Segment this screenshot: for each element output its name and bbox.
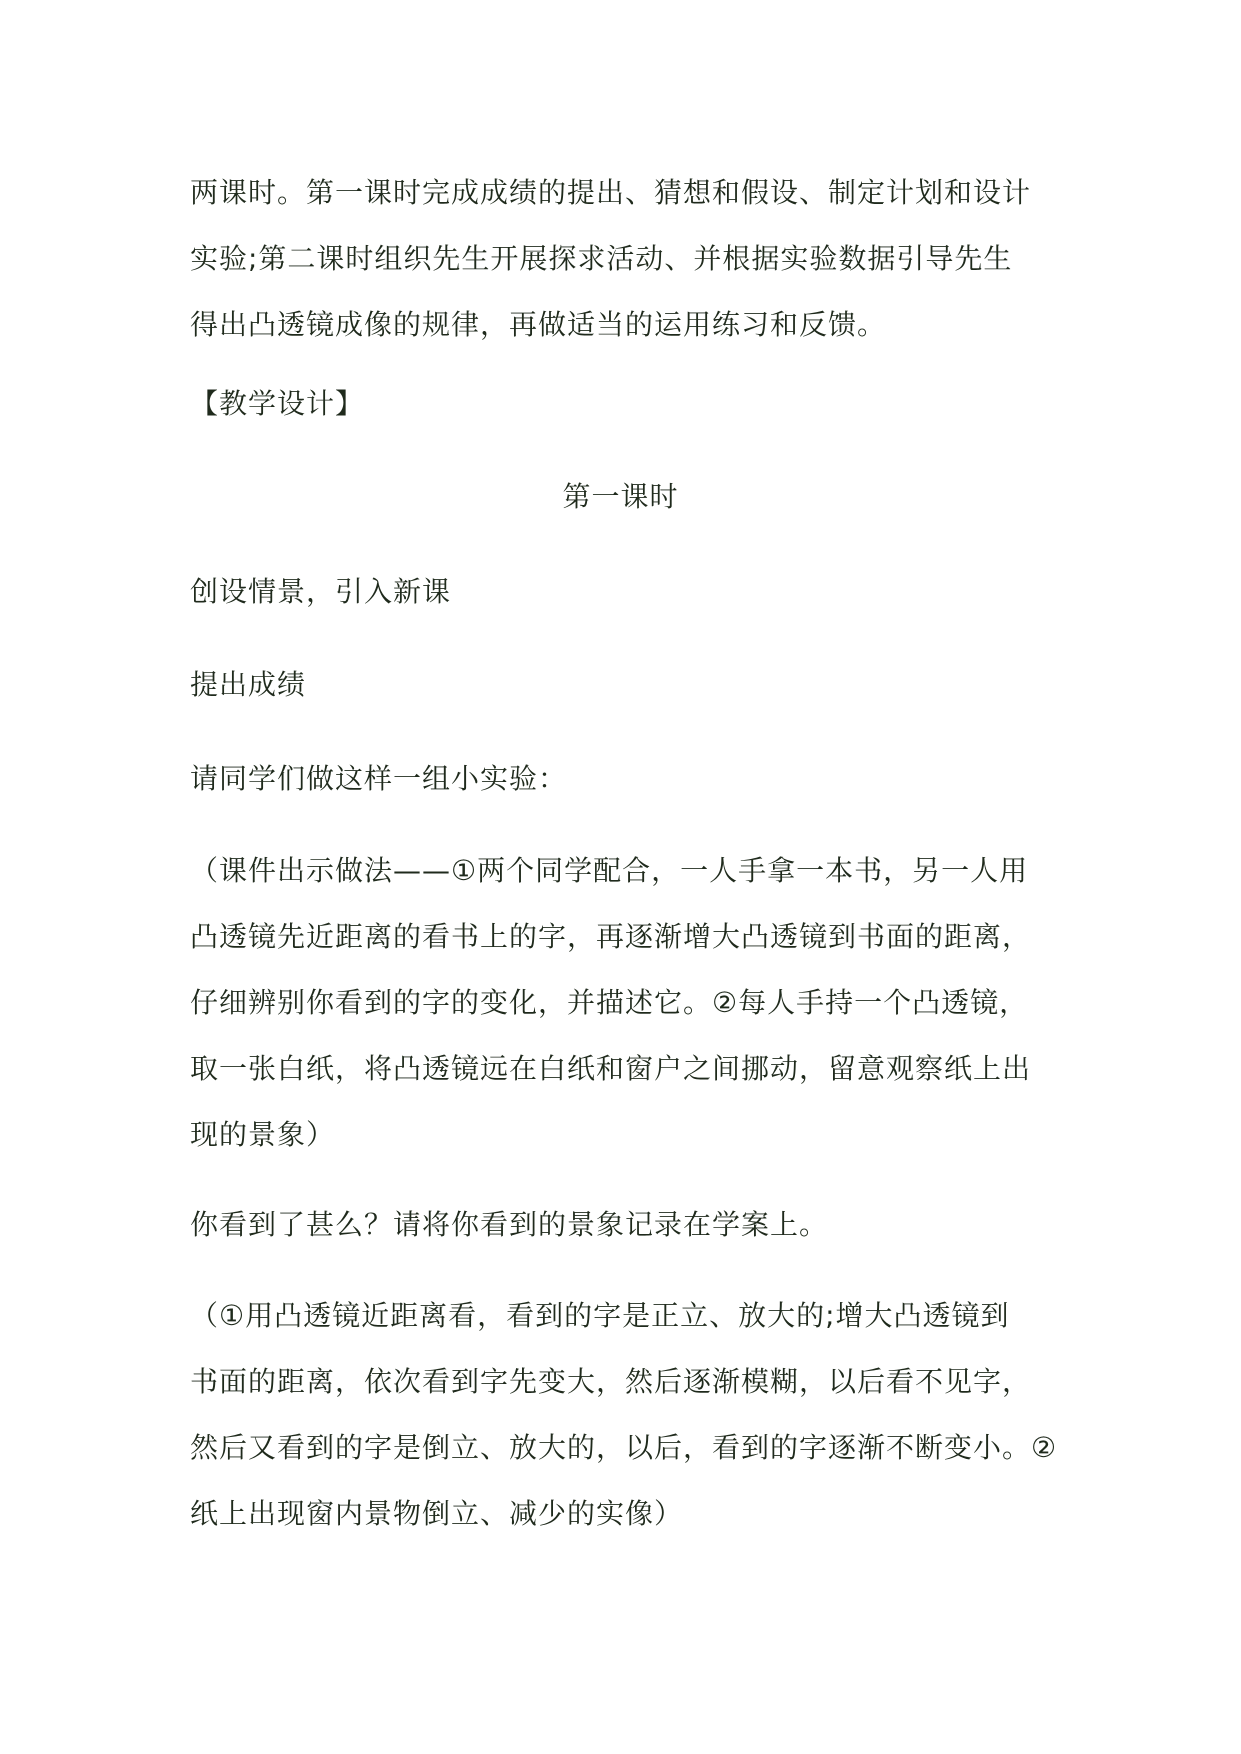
step-1-heading: 创设情景，引入新课 (190, 575, 452, 608)
intro-line-2: 实验;第二课时组织先生开展探求活动、并根据实验数据引导先生 (190, 242, 1013, 275)
courseware-line-1: （课件出示做法——①两个同学配合，一人手拿一本书，另一人用 (190, 854, 1029, 887)
intro-line-1: 两课时。第一课时完成成绩的提出、猜想和假设、制定计划和设计 (190, 176, 1032, 209)
intro-line-3: 得出凸透镜成像的规律，再做适当的运用练习和反馈。 (190, 308, 887, 341)
experiment-prompt: 请同学们做这样一组小实验： (190, 762, 568, 795)
intro-paragraph (190, 160, 1060, 358)
lesson-title: 第一课时 (562, 480, 679, 513)
courseware-line-5: 现的景象） (190, 1118, 336, 1151)
answer-line-1: （①用凸透镜近距离看，看到的字是正立、放大的;增大凸透镜到 (190, 1299, 1010, 1332)
section-heading: 【教学设计】 (190, 387, 365, 420)
answer-line-4: 纸上出现窗内景物倒立、减少的实像） (190, 1497, 684, 1530)
observation-question: 你看到了甚么？请将你看到的景象记录在学案上。 (190, 1208, 829, 1241)
courseware-line-4: 取一张白纸，将凸透镜远在白纸和窗户之间挪动，留意观察纸上出 (190, 1052, 1032, 1085)
answer-line-2: 书面的距离，依次看到字先变大，然后逐渐模糊，以后看不见字， (190, 1365, 1032, 1398)
courseware-line-2: 凸透镜先近距离的看书上的字，再逐渐增大凸透镜到书面的距离， (190, 920, 1032, 953)
answer-paragraph (190, 1283, 1060, 1547)
courseware-paragraph (190, 838, 1060, 1168)
courseware-line-3: 仔细辨别你看到的字的变化，并描述它。②每人手持一个凸透镜， (190, 986, 1029, 1019)
answer-line-3: 然后又看到的字是倒立、放大的，以后，看到的字逐渐不断变小。② (190, 1431, 1058, 1464)
step-2-heading: 提出成绩 (190, 668, 307, 701)
